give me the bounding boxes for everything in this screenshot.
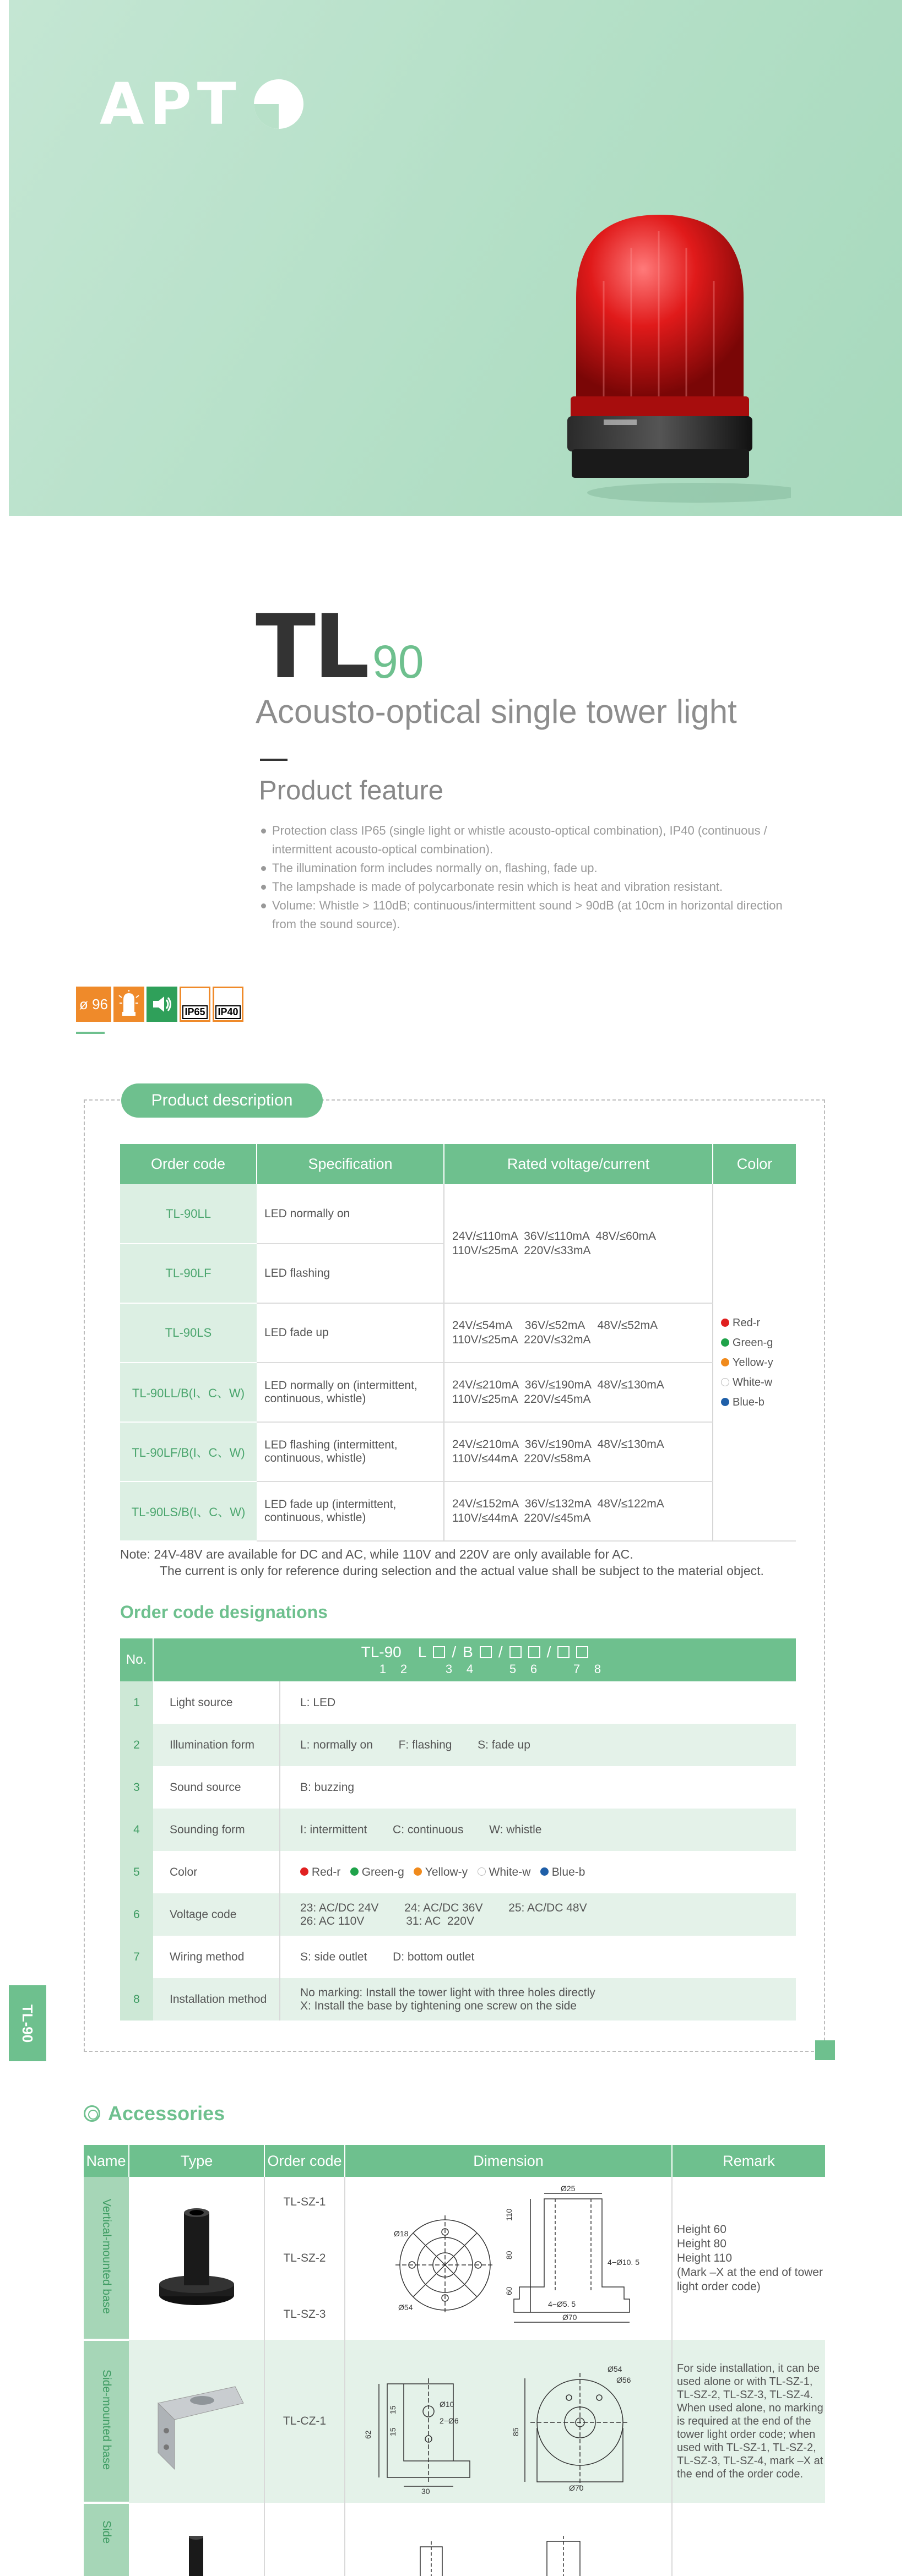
- code-slot: [509, 1646, 522, 1658]
- table-row: [120, 1851, 796, 1893]
- spec-cell: LED fade up: [257, 1303, 444, 1363]
- row-number: 3: [120, 1766, 153, 1809]
- color-label: Red-r: [733, 1316, 761, 1329]
- feature-heading: Product feature: [259, 776, 444, 805]
- table-row: [120, 1184, 796, 1244]
- color-red: [721, 1313, 788, 1333]
- dim-label: 60: [505, 2286, 513, 2295]
- code-positions: [154, 1662, 796, 1676]
- diameter-icon: ø 96: [76, 987, 111, 1022]
- voltage-cell: [444, 1422, 713, 1482]
- target-circle-icon: [84, 2105, 100, 2122]
- order-code-cell: TL-90LS/B(I、C、W): [120, 1482, 257, 1541]
- position-number: 6: [530, 1662, 538, 1676]
- order-code-cell: TL-90LL/B(I、C、W): [120, 1363, 257, 1422]
- row-number: 2: [120, 1724, 153, 1766]
- dim-label: Ø56: [616, 2376, 631, 2384]
- vertical-base-drawing: [349, 2182, 668, 2331]
- voltage-text: 24V/≤210mA 36V/≤190mA 48V/≤130mA 110V/≤25mA 220V/≤45mA: [452, 1379, 664, 1406]
- color-list: [721, 1313, 788, 1412]
- dim-label: 4−Ø10. 5: [608, 2258, 639, 2267]
- feature-item: Protection class IP65 (single light or whistle acousto-optical combination), IP40 (continuous / intermittent acousto-optical combination).: [260, 821, 789, 859]
- color-blue: [721, 1392, 788, 1412]
- table-row: [120, 1482, 796, 1541]
- order-code-cell: TL-90LF: [120, 1244, 257, 1303]
- row-number: 6: [120, 1893, 153, 1936]
- color-label: White-w: [489, 1865, 531, 1878]
- side-tab-text: TL-90: [19, 2004, 36, 2043]
- accessory-image-cell: [129, 2340, 264, 2503]
- dim-label: 62: [364, 2430, 372, 2439]
- accessory-image-cell: [129, 2177, 264, 2340]
- tower-light-image: [560, 215, 791, 512]
- code-slot: [557, 1646, 570, 1658]
- table-row: [120, 1303, 796, 1363]
- table-row: [84, 2340, 825, 2503]
- row-number: 8: [120, 1978, 153, 2021]
- dim-label: 15: [388, 2405, 397, 2414]
- row-value: I: intermittent C: continuous W: whistle: [280, 1809, 796, 1851]
- row-number: 1: [120, 1681, 153, 1724]
- side-base-image: [142, 2365, 252, 2475]
- accessories-heading: [84, 2102, 225, 2125]
- dim-label: Ø18: [394, 2229, 409, 2238]
- blue-dot-icon: [540, 1867, 549, 1876]
- code-separator: /: [452, 1643, 457, 1660]
- remark-cell: [672, 2340, 825, 2503]
- order-code-designations-heading: Order code designations: [120, 1602, 328, 1622]
- row-value: 23: AC/DC 24V 24: AC/DC 36V 25: AC/DC 48V 26: AC 110V 31: AC 220V: [280, 1893, 796, 1936]
- product-description-table: [120, 1144, 796, 1542]
- frame-corner-marker: [815, 2040, 835, 2060]
- accessory-name: [84, 2340, 129, 2503]
- row-value: S: side outlet D: bottom outlet: [300, 1950, 475, 1963]
- spec-cell: LED normally on (intermittent, continuous, whistle): [257, 1363, 444, 1422]
- position-number: 3: [445, 1662, 453, 1676]
- dim-label: 2−Ø6: [440, 2416, 459, 2425]
- accessory-name-text: Vertical-mounted base: [100, 2198, 113, 2314]
- remark-cell: [672, 2177, 825, 2340]
- position-number: 2: [400, 1662, 408, 1676]
- dim-label: 30: [421, 2487, 430, 2494]
- white-dot-icon: [721, 1378, 729, 1386]
- row-item: Color: [153, 1851, 280, 1893]
- certification-icons: [76, 987, 243, 1022]
- code-template: [154, 1643, 796, 1661]
- header-dimension: Dimension: [345, 2145, 672, 2177]
- accessories-table: [84, 2145, 825, 2576]
- row-number: 4: [120, 1809, 153, 1851]
- row-value: No marking: Install the tower light with three holes directly X: Install the base by tightening one screw on the side: [280, 1978, 796, 2021]
- ip65-label: IP65: [182, 1005, 207, 1019]
- position-number: 8: [594, 1662, 601, 1676]
- color-white: [721, 1373, 788, 1392]
- accessories-heading-text: Accessories: [108, 2102, 225, 2125]
- header-no: No.: [120, 1638, 153, 1681]
- table-row: [84, 2503, 825, 2576]
- code-prefix: TL-90: [361, 1643, 402, 1660]
- color-label: White-w: [733, 1376, 773, 1388]
- icons-underline: [76, 1032, 105, 1034]
- feature-item: Volume: Whistle > 110dB; continuous/intermittent sound > 90dB (at 10cm in horizontal direction from the sound source).: [260, 896, 789, 934]
- led-lamp-icon: [113, 987, 144, 1022]
- color-label: Red-r: [311, 1865, 341, 1878]
- row-value: B: buzzing: [300, 1780, 355, 1794]
- row-number: 5: [120, 1851, 153, 1893]
- voltage-text: 24V/≤152mA 36V/≤132mA 48V/≤122mA 110V/≤44mA 220V/≤45mA: [452, 1497, 664, 1524]
- code-slot: [528, 1646, 540, 1658]
- accessory-image-cell: [129, 2503, 264, 2576]
- vertical-base-image: [155, 2202, 238, 2312]
- spec-cell: LED flashing (intermittent, continuous, whistle): [257, 1422, 444, 1482]
- position-number: 5: [509, 1662, 517, 1676]
- color-green: [721, 1333, 788, 1353]
- voltage-text: 24V/≤210mA 36V/≤190mA 48V/≤130mA 110V/≤44mA 220V/≤58mA: [452, 1438, 664, 1465]
- table-row: [120, 1422, 796, 1482]
- yellow-dot-icon: [414, 1867, 422, 1876]
- table-row: [120, 1893, 796, 1936]
- table-row: [120, 1363, 796, 1422]
- row-item: Light source: [153, 1681, 280, 1724]
- dim-label: Ø70: [569, 2484, 584, 2492]
- position-number: 7: [573, 1662, 581, 1676]
- dim-label: 80: [505, 2251, 513, 2259]
- order-code: TL-CZ-1: [283, 2415, 327, 2427]
- table-row: [120, 1724, 796, 1766]
- table-row: [84, 2177, 825, 2340]
- color-cell: [713, 1184, 796, 1541]
- header-type: Type: [129, 2145, 264, 2177]
- code-letter: B: [463, 1643, 473, 1660]
- feature-item: The illumination form includes normally on, flashing, fade up.: [260, 859, 789, 878]
- dim-label: 85: [511, 2427, 520, 2436]
- dim-label: Ø25: [561, 2184, 576, 2193]
- spec-cell: LED fade up (intermittent, continuous, whistle): [257, 1482, 444, 1541]
- feature-list: [260, 821, 789, 934]
- code-separator: /: [498, 1643, 503, 1660]
- sound-icon: [147, 987, 177, 1022]
- table-row: [120, 1809, 796, 1851]
- note-line-1: Note: 24V-48V are available for DC and AC, while 110V and 220V are only available for AC.: [120, 1547, 633, 1561]
- order-code-cell: TL-90LF/B(I、C、W): [120, 1422, 257, 1482]
- color-label: Yellow-y: [733, 1356, 773, 1369]
- voltage-cell: [444, 1303, 713, 1363]
- code-letter: L: [417, 1643, 427, 1660]
- voltage-text: 24V/≤54mA 36V/≤52mA 48V/≤52mA 110V/≤25mA 220V/≤32mA: [452, 1319, 658, 1346]
- hero-banner: [9, 0, 902, 516]
- header-specification: Specification: [257, 1144, 444, 1184]
- color-label: Green-g: [361, 1865, 404, 1878]
- header-color: Color: [713, 1144, 796, 1184]
- header-remark: Remark: [672, 2145, 825, 2177]
- brand-logo: [100, 70, 303, 138]
- dim-label: Ø54: [398, 2303, 413, 2312]
- blue-dot-icon: [721, 1398, 729, 1406]
- color-yellow: [721, 1353, 788, 1373]
- accessory-image: [180, 2536, 213, 2576]
- green-dot-icon: [721, 1338, 729, 1347]
- header-name: Name: [84, 2145, 129, 2177]
- accessory-name-text: Side: [100, 2520, 113, 2544]
- order-code-cell: [264, 2177, 345, 2340]
- voltage-cell: [444, 1482, 713, 1541]
- code-slot: [480, 1646, 492, 1658]
- remark-cell: [672, 2503, 825, 2576]
- ip40-icon: [213, 987, 243, 1022]
- order-code-cell: [264, 2503, 345, 2576]
- product-description-pill: Product description: [121, 1083, 323, 1118]
- color-label: Blue-b: [733, 1396, 764, 1408]
- ip40-label: IP40: [215, 1005, 240, 1019]
- row-item: Sounding form: [153, 1809, 280, 1851]
- side-base-drawing: [349, 2345, 668, 2494]
- code-template-header: [153, 1638, 796, 1681]
- dim-label: Ø70: [562, 2313, 577, 2322]
- note-line-2: The current is only for reference during selection and the actual value shall be subject to the material object.: [160, 1564, 764, 1578]
- color-label: Green-g: [733, 1336, 773, 1349]
- table-row: [120, 1978, 796, 2021]
- color-label: Yellow-y: [425, 1865, 468, 1878]
- side-tab-label: [9, 1985, 46, 2061]
- remark-text: For side installation, it can be used alone or with TL-SZ-1, TL-SZ-2, TL-SZ-3, TL-SZ-4. When used alone, no marking is required at the end of the tower light order code; when used with TL-SZ-1, TL-SZ-2, TL-SZ-3, TL-SZ-4, mark –X at the end of the order code.: [677, 2362, 823, 2480]
- order-code-cell: TL-90LL: [120, 1184, 257, 1244]
- red-dot-icon: [300, 1867, 308, 1876]
- table-row: [120, 1681, 796, 1724]
- header-voltage: Rated voltage/current: [444, 1144, 713, 1184]
- white-dot-icon: [478, 1867, 486, 1876]
- dim-label: 110: [505, 2208, 513, 2221]
- order-code-cell: [264, 2340, 345, 2503]
- code-slot: [433, 1646, 445, 1658]
- dimension-drawing-cell: [345, 2340, 672, 2503]
- row-item: Sound source: [153, 1766, 280, 1809]
- color-label: Blue-b: [551, 1865, 585, 1878]
- row-item: Wiring method: [153, 1936, 280, 1978]
- ip65-icon: [180, 987, 210, 1022]
- logo-mark-icon: [254, 79, 303, 129]
- row-value: L: LED: [300, 1696, 336, 1709]
- code-slot: [576, 1646, 588, 1658]
- header-order-code: Order code: [264, 2145, 345, 2177]
- order-code: TL-SZ-3: [283, 2308, 326, 2321]
- spec-cell: LED normally on: [257, 1184, 444, 1244]
- dim-label: 4−Ø5. 5: [548, 2300, 576, 2308]
- model-title: TL: [256, 595, 368, 698]
- row-number: 7: [120, 1936, 153, 1978]
- order-code: TL-SZ-2: [283, 2252, 326, 2264]
- voltage-cell: [444, 1363, 713, 1422]
- accessory-name: [84, 2177, 129, 2340]
- red-dot-icon: [721, 1319, 729, 1327]
- title-divider: [260, 759, 288, 761]
- table-row: [120, 1766, 796, 1809]
- row-item: Voltage code: [153, 1893, 280, 1936]
- spec-cell: LED flashing: [257, 1244, 444, 1303]
- accessory-drawing: [349, 2536, 668, 2576]
- yellow-dot-icon: [721, 1358, 729, 1366]
- remark-text: Height 60 Height 80 Height 110 (Mark –X at the end of tower light order code): [677, 2223, 823, 2293]
- product-subtitle: Acousto-optical single tower light: [256, 693, 737, 730]
- order-code-cell: TL-90LS: [120, 1303, 257, 1363]
- dim-label: Ø54: [608, 2365, 622, 2373]
- dimension-drawing-cell: [345, 2503, 672, 2576]
- row-item: Illumination form: [153, 1724, 280, 1766]
- feature-item: The lampshade is made of polycarbonate resin which is heat and vibration resistant.: [260, 878, 789, 896]
- logo-letters: APT: [100, 70, 242, 138]
- green-dot-icon: [350, 1867, 359, 1876]
- position-number: 4: [466, 1662, 474, 1676]
- dim-label: 15: [388, 2427, 397, 2436]
- model-number: 90: [372, 636, 424, 688]
- accessory-name: [84, 2503, 129, 2576]
- voltage-text: 24V/≤110mA 36V/≤110mA 48V/≤60mA 110V/≤25mA 220V/≤33mA: [452, 1229, 657, 1257]
- code-separator: /: [546, 1643, 551, 1660]
- dim-label: Ø10: [440, 2400, 454, 2409]
- accessory-name-text: Side-mounted base: [100, 2369, 113, 2470]
- order-code-designations-table: [120, 1638, 796, 2021]
- position-number: 1: [379, 1662, 387, 1676]
- voltage-cell: [444, 1184, 713, 1303]
- dimension-drawing-cell: [345, 2177, 672, 2340]
- header-order-code: Order code: [120, 1144, 257, 1184]
- row-value: L: normally on F: flashing S: fade up: [280, 1724, 796, 1766]
- order-code: TL-SZ-1: [283, 2196, 326, 2208]
- table-row: [120, 1936, 796, 1978]
- row-value-colors: [280, 1851, 796, 1893]
- row-item: Installation method: [153, 1978, 280, 2021]
